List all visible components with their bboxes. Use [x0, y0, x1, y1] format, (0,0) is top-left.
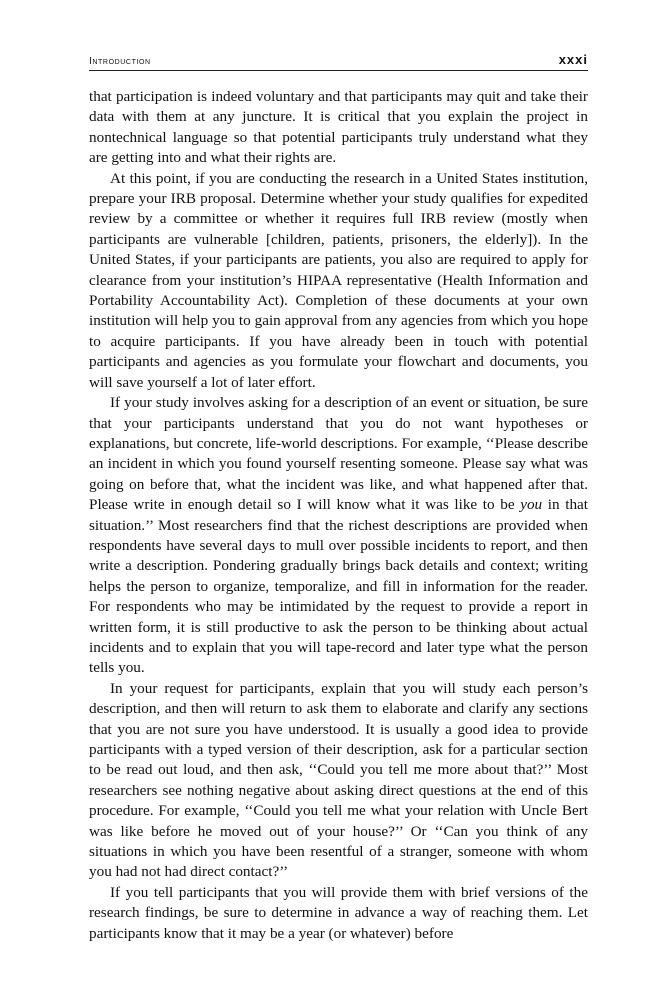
emphasized-word: you [520, 496, 543, 514]
body-text [89, 87, 588, 944]
running-title: Introduction [89, 56, 151, 67]
paragraph [89, 393, 588, 679]
paragraph: that participation is indeed voluntary and that participants may quit and take their data with them at any juncture. It is critical that you explain the project in nontechnical language so that potential participants truly understand what they are getting into and what their rights are. [89, 88, 588, 167]
running-head [89, 52, 588, 71]
paragraph: At this point, if you are conducting the research in a United States institution, prepare your IRB proposal. Determine whether your study qualifies for expedited review by a committee or whether it requires full IRB review (mostly when participants are vulnerable [children, patients, prisoners, the elderly]). In the United States, if your participants are patients, you also are required to apply for clearance from your institution’s HIPAA representative (Health Information and Portability Accountability Act). Completion of these documents at your own institution will help you to gain approval from any agencies from which you hope to acquire participants. If you have already been in touch with potential participants and agencies as you formulate your flowchart and documents, you will save yourself a lot of later effort. [89, 169, 588, 391]
page-number: xxxi [558, 52, 588, 67]
book-page [89, 52, 588, 944]
paragraph: If you tell participants that you will provide them with brief versions of the research findings, be sure to determine in advance a way of reaching them. Let participants know that it may be a year (or whatever) before [89, 883, 588, 942]
paragraph-text: If your study involves asking for a description of an event or situation, be sure that your participants understand that you do not want hypotheses or explanations, but concrete, life-world descriptions. For example, ‘‘Please describe an incident in which you found yourself resenting someone. Please say what was going on before that, what the incident was like, and what happened after that. Please write in enough detail so I will know what it was like to be [89, 394, 588, 514]
paragraph: In your request for participants, explain that you will study each person’s description, and then will return to ask them to elaborate and clarify any sections that you are not sure you have understood. It is usually a good idea to provide participants with a typed version of their description, ask for a particular section to be read out loud, and then ask, ‘‘Could you tell me more about that?’’ Most researchers see nothing negative about asking direct questions at the end of this procedure. For example, ‘‘Could you tell me what your relation with Uncle Bert was like before he moved out of your house?’’ Or ‘‘Can you think of any situations in which you have been resentful of a stranger, someone with whom you had not had direct contact?’’ [89, 679, 588, 881]
paragraph-text: in that situation.’’ Most researchers find that the richest descriptions are provided when respondents have several days to mull over possible incidents to report, and then write a description. Pondering gradually brings back details and context; writing helps the person to organize, temporalize, and fill in information for the reader. For respondents who may be intimidated by the request to provide a report in written form, it is still productive to ask the person to be thinking about actual incidents and to explain that you will tape-record and later type what the person tells you. [89, 496, 588, 677]
